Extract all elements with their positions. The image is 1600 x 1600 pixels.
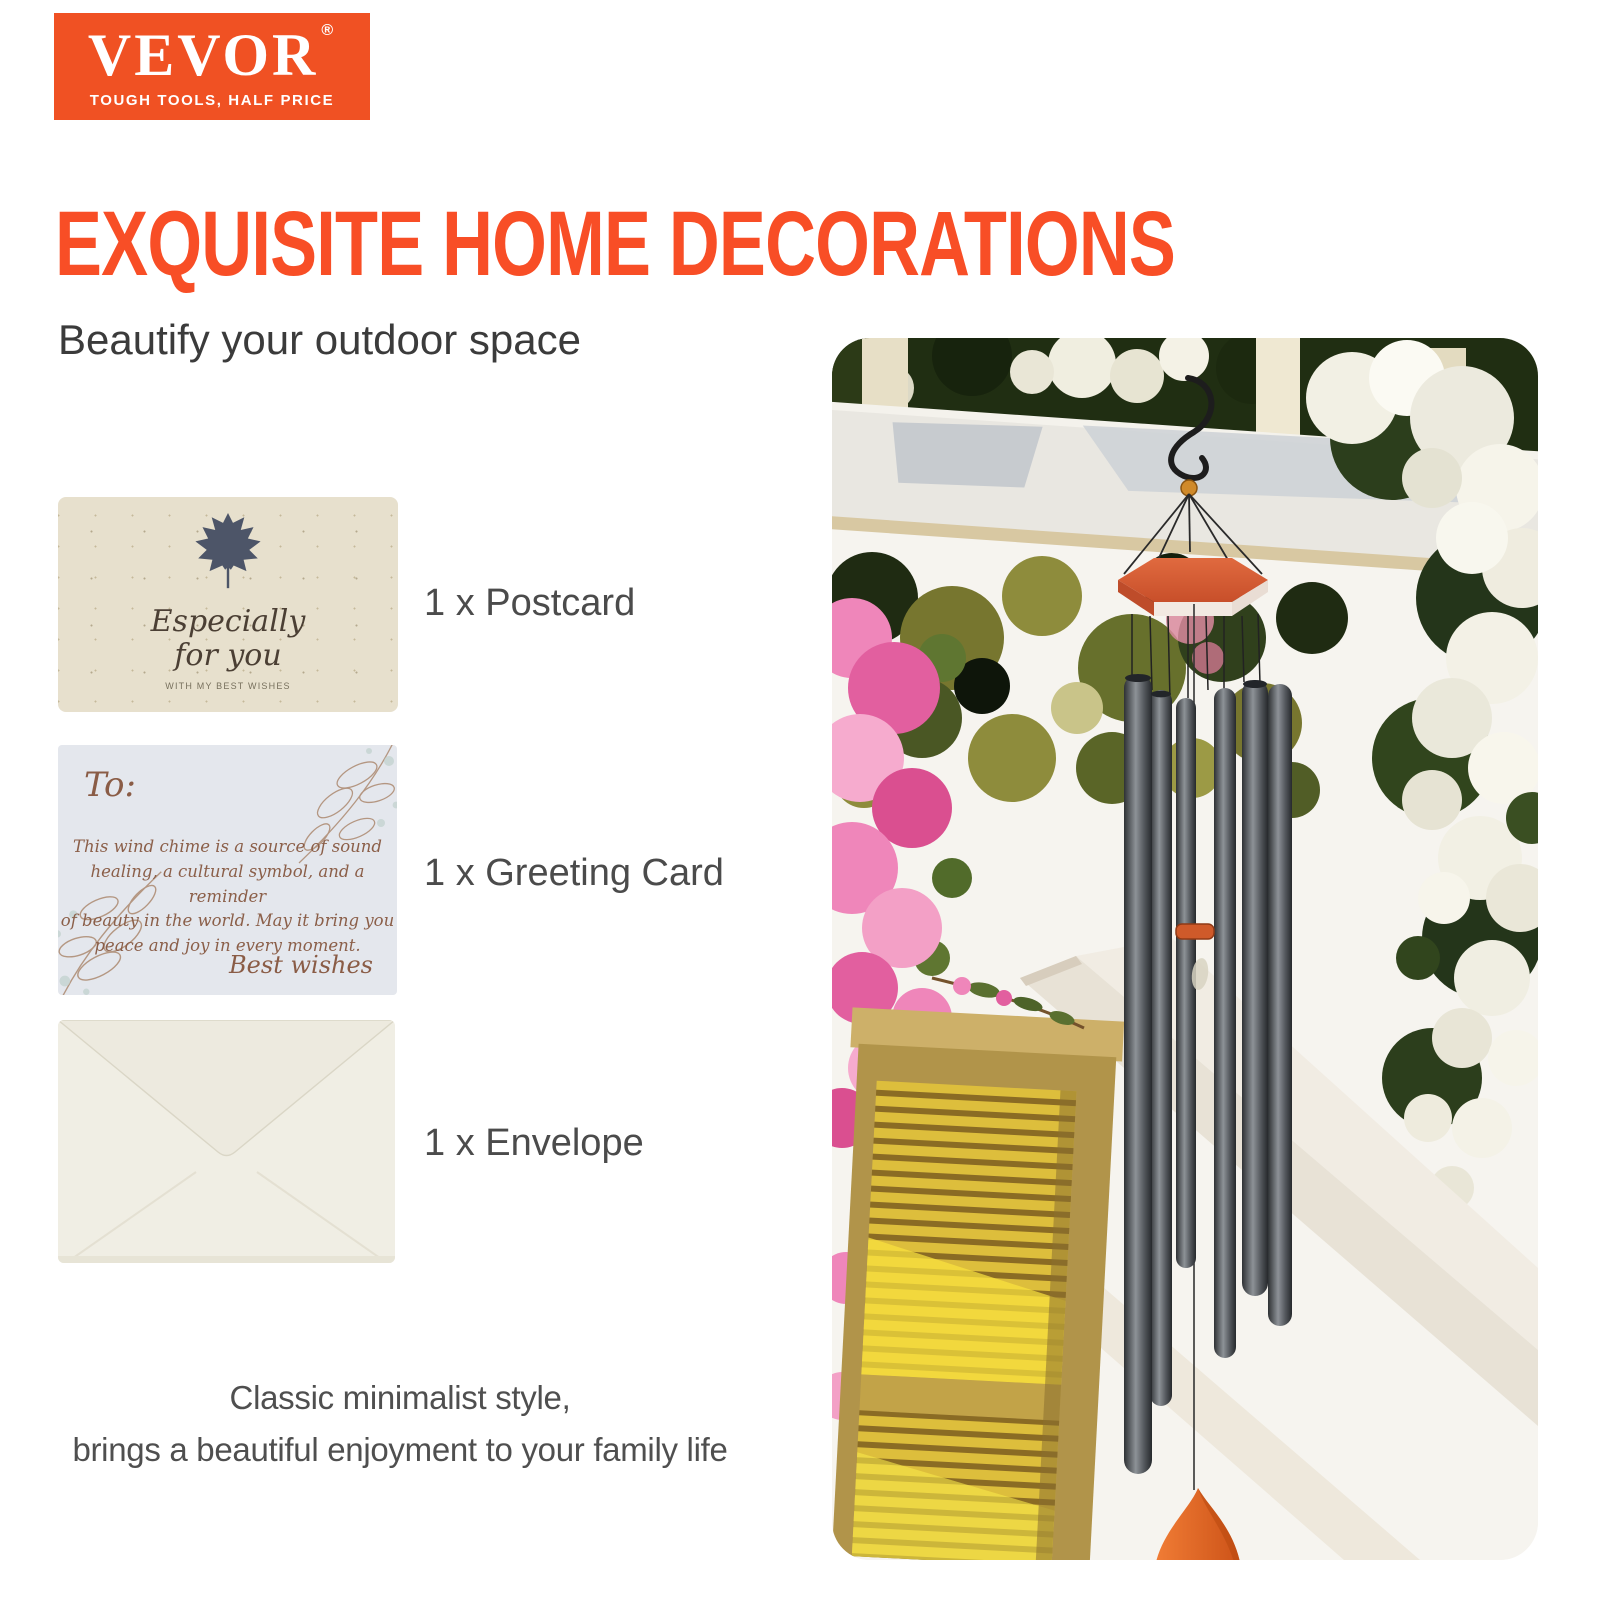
postcard-script-line1: Especially	[150, 604, 306, 639]
striker-disc	[1176, 924, 1214, 939]
brand-name: VEVOR	[87, 21, 319, 88]
greeting-signoff: Best wishes	[229, 951, 373, 979]
postcard-footnote: WITH MY BEST WISHES	[165, 681, 291, 691]
item-label-envelope: 1 x Envelope	[424, 1122, 644, 1164]
lifestyle-photo-wind-chime	[832, 338, 1538, 1560]
vevor-logo	[54, 13, 370, 120]
vevor-wordmark	[87, 21, 337, 88]
greeting-message	[58, 835, 397, 959]
greeting-message-line1: This wind chime is a source of sound	[73, 837, 382, 856]
window-shutter	[832, 1007, 1124, 1560]
item-label-postcard: 1 x Postcard	[424, 582, 636, 624]
hanging-bead	[1181, 480, 1197, 496]
greeting-salutation: To:	[84, 765, 136, 805]
footer-caption-line2: brings a beautiful enjoyment to your family life	[72, 1431, 728, 1469]
greeting-message-line3: of beauty in the world. May it bring you	[60, 911, 395, 931]
greeting-message-line2: healing, a cultural symbol, and a reminder	[90, 861, 365, 906]
postcard-script-line2: for you	[174, 637, 282, 673]
envelope-image	[58, 1020, 395, 1263]
registered-trademark-icon: ®	[321, 21, 337, 39]
maple-leaf-icon	[191, 513, 265, 591]
footer-caption	[0, 1372, 800, 1476]
page-subtitle: Beautify your outdoor space	[58, 316, 581, 363]
greeting-message-line4: peace and joy in every moment.	[94, 936, 361, 955]
item-label-greeting-card: 1 x Greeting Card	[424, 852, 724, 894]
page-title: EXQUISITE HOME DECORATIONS	[55, 191, 1176, 295]
greeting-card-image	[58, 745, 397, 995]
envelope-flap-icon	[58, 1020, 395, 1263]
postcard-image	[58, 497, 398, 712]
footer-caption-line1: Classic minimalist style,	[229, 1379, 571, 1416]
postcard-script-text	[58, 605, 398, 672]
brand-tagline: TOUGH TOOLS, HALF PRICE	[89, 91, 335, 109]
